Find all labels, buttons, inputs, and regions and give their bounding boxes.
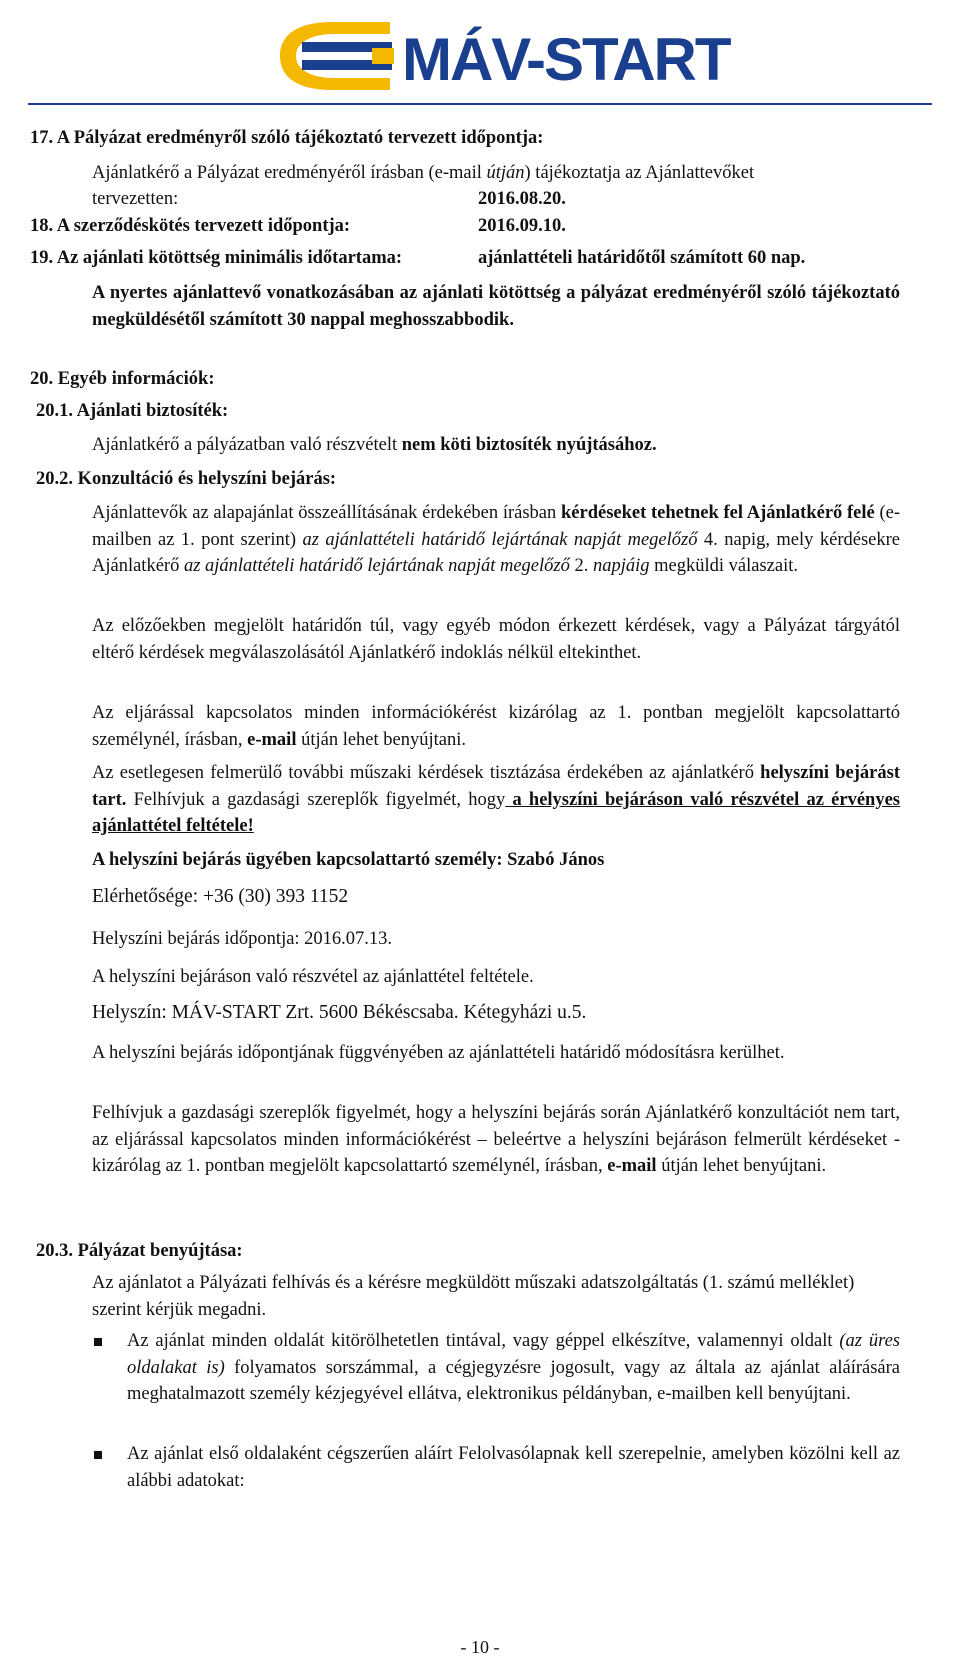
section-17-heading: 17. A Pályázat eredményről szóló tájékoztató tervezett időpontja: — [30, 128, 544, 148]
section-18-date: 2016.09.10. — [478, 216, 566, 236]
section-20-1-text: Ajánlatkérő a pályázatban való részvételt nem köti biztosíték nyújtásához. — [92, 435, 657, 455]
section-20-2-para-6: Felhívjuk a gazdasági szereplők figyelmét, hogy a helyszíni bejárás során Ajánlatkérő konzultációt nem tart, az eljárással kapcsolatos minden információkérést – beleértve a helyszíni bejáráson felmerült kérdéseket - kizárólag az 1. pontban megjelölt kapcsolattartó személynél, írásban, e-mail útján lehet benyújtani. — [92, 1103, 900, 1176]
contact-phone: Elérhetősége: +36 (30) 393 1152 — [92, 886, 349, 907]
section-20-2-heading: 20.2. Konzultáció és helyszíni bejárás: — [36, 469, 337, 489]
bullet-marker — [94, 1338, 102, 1346]
page-number: - 10 - — [460, 1637, 500, 1657]
visit-date: Helyszíni bejárás időpontja: 2016.07.13. — [92, 929, 393, 949]
section-20-2-para-1: Ajánlattevők az alapajánlat összeállításának érdekében írásban kérdéseket tehetnek fel Ajánlatkérő felé (e-mailben az 1. pont szerint) az ajánlattételi határidő lejártának napját megelőző 4. napig, mely kérdésekre Ajánlatkérő az ajánlattételi határidő lejártának napját megelőző 2. napjáig megküldi válaszait. — [92, 503, 900, 576]
section-17-label: tervezetten: — [92, 189, 179, 209]
section-20-2-para-2: Az előzőekben megjelölt határidőn túl, vagy egyéb módon érkezett kérdések, vagy a Pályázat tárgyától eltérő kérdések megválaszolásától Ajánlatkérő indoklás nélkül eltekinthet. — [92, 616, 900, 663]
section-17-text: Ajánlatkérő a Pályázat eredményéről írásban (e-mail útján) tájékoztatja az Ajánlattevőket — [92, 163, 755, 183]
section-20-3-text: Az ajánlatot a Pályázati felhívás és a kérésre megküldött műszaki adatszolgáltatás (1. számú melléklet) szerint kérjük megadni. — [92, 1273, 855, 1320]
visit-condition: A helyszíni bejáráson való részvétel az ajánlattétel feltétele. — [92, 967, 534, 987]
section-18-label: 18. A szerződéskötés tervezett időpontja: — [30, 216, 351, 236]
contact-person: A helyszíni bejárás ügyében kapcsolattartó személy: Szabó János — [92, 850, 605, 870]
train-emblem-icon — [280, 22, 394, 90]
header-divider — [28, 103, 932, 105]
section-20-2-para-4: Az esetlegesen felmerülő további műszaki kérdések tisztázása érdekében az ajánlatkérő helyszíni bejárást tart. Felhívjuk a gazdasági szereplők figyelmét, hogy a helyszíni bejáráson való részvétel az érvényes ajánlattétel feltétele! — [92, 763, 900, 836]
section-20-1-heading: 20.1. Ajánlati biztosíték: — [36, 401, 229, 421]
mav-start-logo — [272, 14, 730, 96]
section-19-value: ajánlattételi határidőtől számított 60 nap. — [478, 248, 806, 268]
bullet-item-1: Az ajánlat minden oldalát kitörölhetetlen tintával, vagy géppel elkészítve, valamennyi oldalt (az üres oldalakat is) folyamatos sorszámmal, a cégjegyzésre jogosult, vagy az általa az ajánlat aláírására meghatalmazott személy kézjegyével ellátva, elektronikus példányban, e-mailben kell benyújtani. — [127, 1331, 900, 1404]
section-20-heading: 20. Egyéb információk: — [30, 369, 215, 389]
section-19-label: 19. Az ajánlati kötöttség minimális időtartama: — [30, 248, 403, 268]
section-20-3-heading: 20.3. Pályázat benyújtása: — [36, 1241, 243, 1261]
section-19-paragraph: A nyertes ajánlattevő vonatkozásában az ajánlati kötöttség a pályázat eredményéről szóló tájékoztató megküldésétől számított 30 nappal meghosszabbodik. — [92, 283, 900, 330]
bullet-item-2: Az ajánlat első oldalaként cégszerűen aláírt Felolvasólapnak kell szerepelnie, amelyben közölni kell az alábbi adatokat: — [127, 1444, 900, 1491]
section-20-2-para-3: Az eljárással kapcsolatos minden információkérést kizárólag az 1. pontban megjelölt kapcsolattartó személynél, írásban, e-mail útján lehet benyújtani. — [92, 703, 900, 750]
svg-text:MÁV-START: MÁV-START — [402, 26, 730, 93]
visit-location: Helyszín: MÁV-START Zrt. 5600 Békéscsaba. Kétegyházi u.5. — [92, 1002, 587, 1023]
section-20-2-para-5: A helyszíni bejárás időpontjának függvényében az ajánlattételi határidő módosításra kerülhet. — [92, 1043, 785, 1063]
bullet-marker — [94, 1451, 102, 1459]
section-17-date: 2016.08.20. — [478, 189, 566, 209]
